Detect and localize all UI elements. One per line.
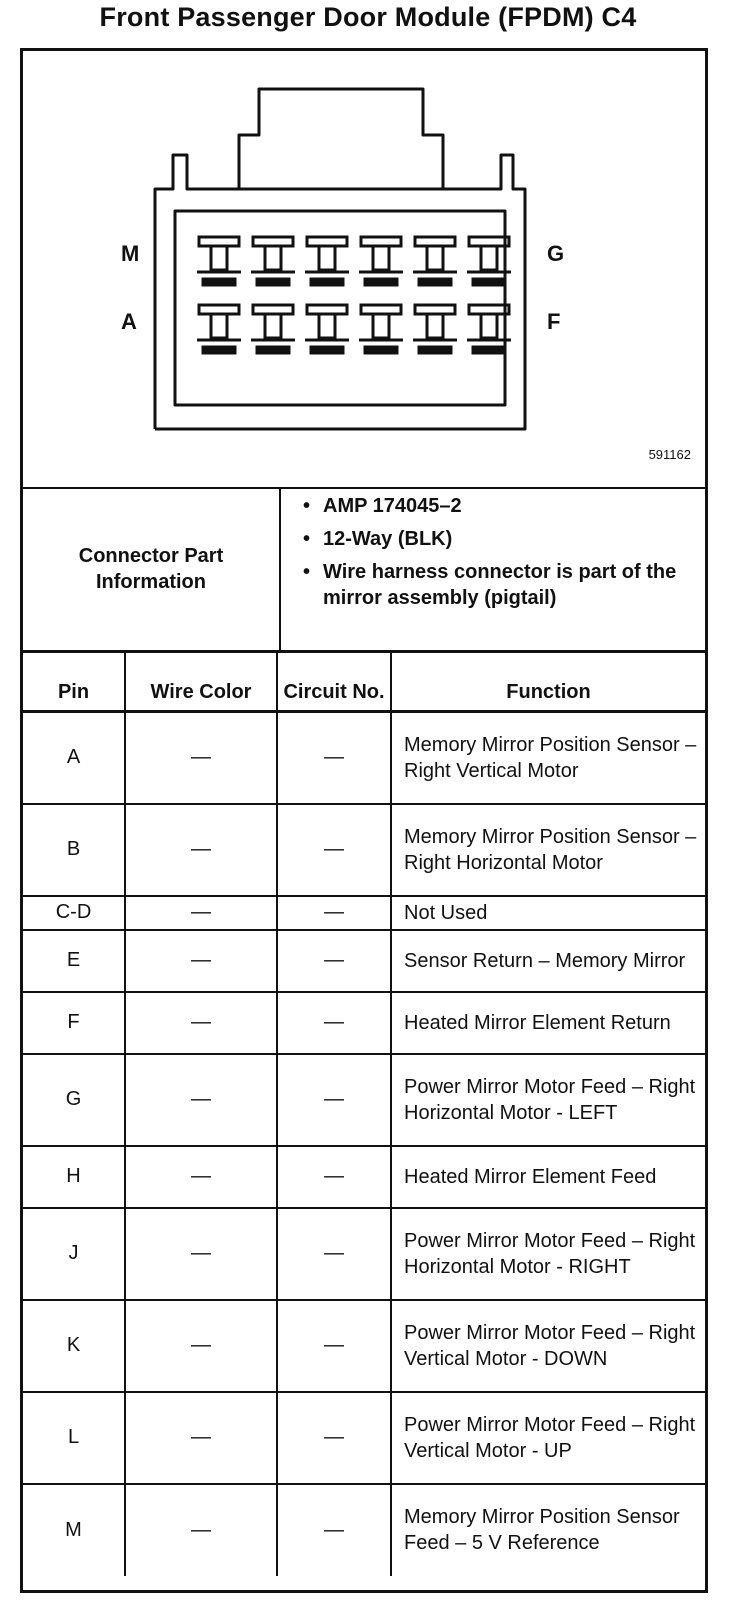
- wire-color-cell: —: [125, 804, 277, 896]
- pin-label-g: G: [547, 241, 565, 266]
- function-cell: Power Mirror Motor Feed – Right Horizontal Motor - LEFT: [391, 1054, 705, 1146]
- table-row: [23, 1300, 705, 1392]
- pin-cell: F: [23, 992, 125, 1054]
- function-cell: Power Mirror Motor Feed – Right Vertical Motor - UP: [391, 1392, 705, 1484]
- terminal-slot: [305, 237, 349, 285]
- terminal-slot: [251, 305, 295, 353]
- connector-info-label: Connector Part Information: [23, 487, 281, 650]
- connector-info-item: • 12-Way (BLK): [299, 526, 699, 552]
- pin-cell: K: [23, 1300, 125, 1392]
- page-title: Front Passenger Door Module (FPDM) C4: [99, 2, 637, 32]
- pin-cell: J: [23, 1208, 125, 1300]
- function-cell: Memory Mirror Position Sensor Feed – 5 V Reference: [391, 1484, 705, 1576]
- header-function: Function: [391, 650, 705, 712]
- table-row: [23, 1054, 705, 1146]
- circuit-no-cell: —: [277, 1208, 391, 1300]
- circuit-no-cell: —: [277, 1146, 391, 1208]
- circuit-no-cell: —: [277, 930, 391, 992]
- pin-cell: M: [23, 1484, 125, 1576]
- terminal-slot: [359, 305, 403, 353]
- connector-diagram: [23, 51, 705, 489]
- pin-cell: B: [23, 804, 125, 896]
- table-row: [23, 930, 705, 992]
- table-row: [23, 1484, 705, 1576]
- header-circuit-no: Circuit No.: [277, 650, 391, 712]
- pin-cell: G: [23, 1054, 125, 1146]
- terminal-grid: [197, 237, 511, 353]
- table-row: [23, 896, 705, 930]
- pin-cell: C-D: [23, 896, 125, 930]
- header-wire-color: Wire Color: [125, 650, 277, 712]
- wire-color-cell: —: [125, 1300, 277, 1392]
- circuit-no-cell: —: [277, 712, 391, 804]
- connector-face-drawing: [23, 51, 705, 487]
- pin-cell: L: [23, 1392, 125, 1484]
- circuit-no-cell: —: [277, 804, 391, 896]
- pin-label-a: A: [121, 309, 137, 334]
- terminal-slot: [413, 237, 457, 285]
- circuit-no-cell: —: [277, 992, 391, 1054]
- table-header-row: [23, 650, 705, 712]
- pin-label-f: F: [547, 309, 561, 334]
- pin-label-m: M: [121, 241, 140, 266]
- table-row: [23, 992, 705, 1054]
- terminal-slot: [197, 237, 241, 285]
- function-cell: Memory Mirror Position Sensor – Right Horizontal Motor: [391, 804, 705, 896]
- connector-info-item: • AMP 174045–2: [299, 493, 699, 519]
- table-row: [23, 1392, 705, 1484]
- wire-color-cell: —: [125, 712, 277, 804]
- terminal-slot: [305, 305, 349, 353]
- table-body: [23, 712, 705, 1576]
- figure-number: 591162: [648, 447, 691, 462]
- connector-latch: [239, 89, 443, 189]
- function-cell: Power Mirror Motor Feed – Right Vertical Motor - DOWN: [391, 1300, 705, 1392]
- terminal-slot: [413, 305, 457, 353]
- pin-cell: E: [23, 930, 125, 992]
- pin-cell: A: [23, 712, 125, 804]
- circuit-no-cell: —: [277, 896, 391, 930]
- wire-color-cell: —: [125, 1146, 277, 1208]
- function-cell: Heated Mirror Element Return: [391, 992, 705, 1054]
- connector-sheet: [20, 48, 708, 1593]
- function-cell: Not Used: [391, 896, 705, 930]
- connector-housing: [155, 155, 525, 429]
- wire-color-cell: —: [125, 930, 277, 992]
- table-row: [23, 804, 705, 896]
- pinout-table: [23, 650, 705, 1576]
- function-cell: Memory Mirror Position Sensor – Right Vertical Motor: [391, 712, 705, 804]
- wire-color-cell: —: [125, 1392, 277, 1484]
- function-cell: Power Mirror Motor Feed – Right Horizontal Motor - RIGHT: [391, 1208, 705, 1300]
- connector-part-info: [23, 487, 705, 653]
- wire-color-cell: —: [125, 1484, 277, 1576]
- header-pin: Pin: [23, 650, 125, 712]
- table-row: [23, 712, 705, 804]
- table-row: [23, 1208, 705, 1300]
- connector-info-item: • Wire harness connector is part of the mirror assembly (pigtail): [299, 559, 699, 611]
- wire-color-cell: —: [125, 1054, 277, 1146]
- circuit-no-cell: —: [277, 1392, 391, 1484]
- connector-info-list: [299, 493, 699, 618]
- circuit-no-cell: —: [277, 1484, 391, 1576]
- function-cell: Sensor Return – Memory Mirror: [391, 930, 705, 992]
- terminal-slot: [197, 305, 241, 353]
- circuit-no-cell: —: [277, 1054, 391, 1146]
- terminal-slot: [251, 237, 295, 285]
- function-cell: Heated Mirror Element Feed: [391, 1146, 705, 1208]
- table-row: [23, 1146, 705, 1208]
- wire-color-cell: —: [125, 1208, 277, 1300]
- circuit-no-cell: —: [277, 1300, 391, 1392]
- wire-color-cell: —: [125, 992, 277, 1054]
- wire-color-cell: —: [125, 896, 277, 930]
- terminal-slot: [359, 237, 403, 285]
- pin-cell: H: [23, 1146, 125, 1208]
